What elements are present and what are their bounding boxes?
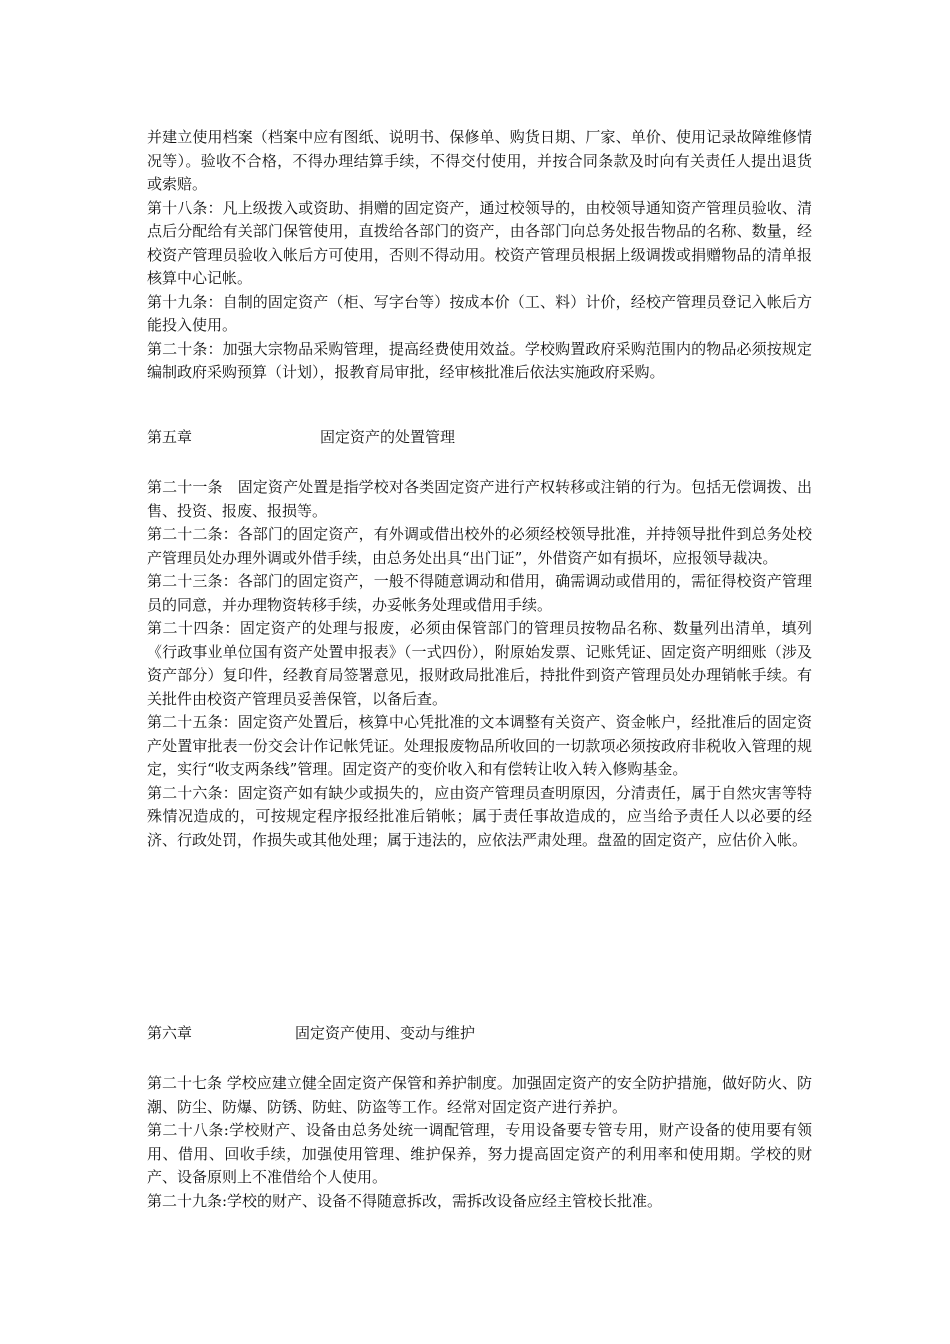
paragraph-article-28: 第二十八条:学校财产、设备由总务处统一调配管理，专用设备要专管专用，财产设备的使用要有领用、借用、回收手续，加强使用管理、维护保养，努力提高固定资产的利用率和使用期。学校的财产、设备原则上不准借给个人使用。 — [147, 1121, 812, 1186]
paragraph-article-19: 第十九条：自制的固定资产（柜、写字台等）按成本价（工、料）计价，经校产管理员登记入帐后方能投入使用。 — [147, 292, 812, 334]
section-continuation — [147, 126, 812, 385]
paragraph-article-27: 第二十七条 学校应建立健全固定资产保管和养护制度。加强固定资产的安全防护措施，做好防火、防潮、防尘、防爆、防锈、防蛀、防盗等工作。经常对固定资产进行养护。 — [147, 1074, 812, 1116]
paragraph-article-20: 第二十条：加强大宗物品采购管理，提高经费使用效益。学校购置政府采购范围内的物品必须按规定编制政府采购预算（计划），报教育局审批，经审核批准后依法实施政府采购。 — [147, 339, 812, 381]
paragraph-article-29: 第二十九条:学校的财产、设备不得随意拆改，需拆改设备应经主管校长批准。 — [147, 1191, 663, 1210]
chapter-6-title: 固定资产使用、变动与维护 — [295, 1024, 476, 1042]
section-chapter-5 — [147, 476, 812, 852]
paragraph-article-26: 第二十六条：固定资产如有缺少或损失的，应由资产管理员查明原因，分清责任，属于自然灾害等特殊情况造成的，可按规定程序报经批准后销帐；属于责任事故造成的，应当给予责任人以必要的经济、行政处罚，作损失或其他处理；属于违法的，应依法严肃处理。盘盈的固定资产，应估价入帐。 — [147, 783, 812, 849]
paragraph-article-25: 第二十五条：固定资产处置后，核算中心凭批准的文本调整有关资产、资金帐户，经批准后的固定资产处置审批表一份交会计作记帐凭证。处理报废物品所收回的一切款项必须按政府非税收入管理的规定，实行“收支两条线”管理。固定资产的变价收入和有偿转让收入转入修购基金。 — [147, 713, 812, 778]
chapter-5-number: 第五章 — [147, 428, 193, 446]
paragraph-archive: 并建立使用档案（档案中应有图纸、说明书、保修单、购货日期、厂家、单价、使用记录故障维修情况等）。验收不合格，不得办理结算手续，不得交付使用，并按合同条款及时向有关责任人提出退货或索赔。 — [147, 128, 812, 193]
chapter-6-heading — [147, 1022, 476, 1045]
paragraph-article-24: 第二十四条：固定资产的处理与报废，必须由保管部门的管理员按物品名称、数量列出清单，填列《行政事业单位国有资产处置申报表》（一式四份），附原始发票、记账凭证、固定资产明细账（涉及资产部分）复印件，经教育局签署意见，报财政局批准后，持批件到资产管理员处办理销帐手续。有关批件由校资产管理员妥善保管，以备后查。 — [147, 619, 812, 708]
chapter-5-heading — [147, 426, 456, 449]
section-chapter-6 — [147, 1072, 812, 1213]
paragraph-article-23: 第二十三条：各部门的固定资产，一般不得随意调动和借用，确需调动或借用的，需征得校资产管理员的同意，并办理物资转移手续，办妥帐务处理或借用手续。 — [147, 572, 812, 614]
paragraph-article-21: 第二十一条 固定资产处置是指学校对各类固定资产进行产权转移或注销的行为。包括无偿调拨、出售、投资、报废、报损等。 — [147, 478, 812, 520]
chapter-5-title: 固定资产的处置管理 — [320, 428, 456, 446]
chapter-6-number: 第六章 — [147, 1024, 193, 1042]
paragraph-article-22: 第二十二条：各部门的固定资产，有外调或借出校外的必须经校领导批准，并持领导批件到总务处校产管理员处办理外调或外借手续，由总务处出具“出门证”，外借资产如有损坏，应报领导裁决。 — [147, 525, 812, 567]
paragraph-article-18: 第十八条：凡上级拨入或资助、捐赠的固定资产，通过校领导的，由校领导通知资产管理员验收、清点后分配给有关部门保管使用，直拨给各部门的资产，由各部门向总务处报告物品的名称、数量，经校资产管理员验收入帐后方可使用，否则不得动用。校资产管理员根据上级调拨或捐赠物品的清单报核算中心记帐。 — [147, 198, 812, 287]
